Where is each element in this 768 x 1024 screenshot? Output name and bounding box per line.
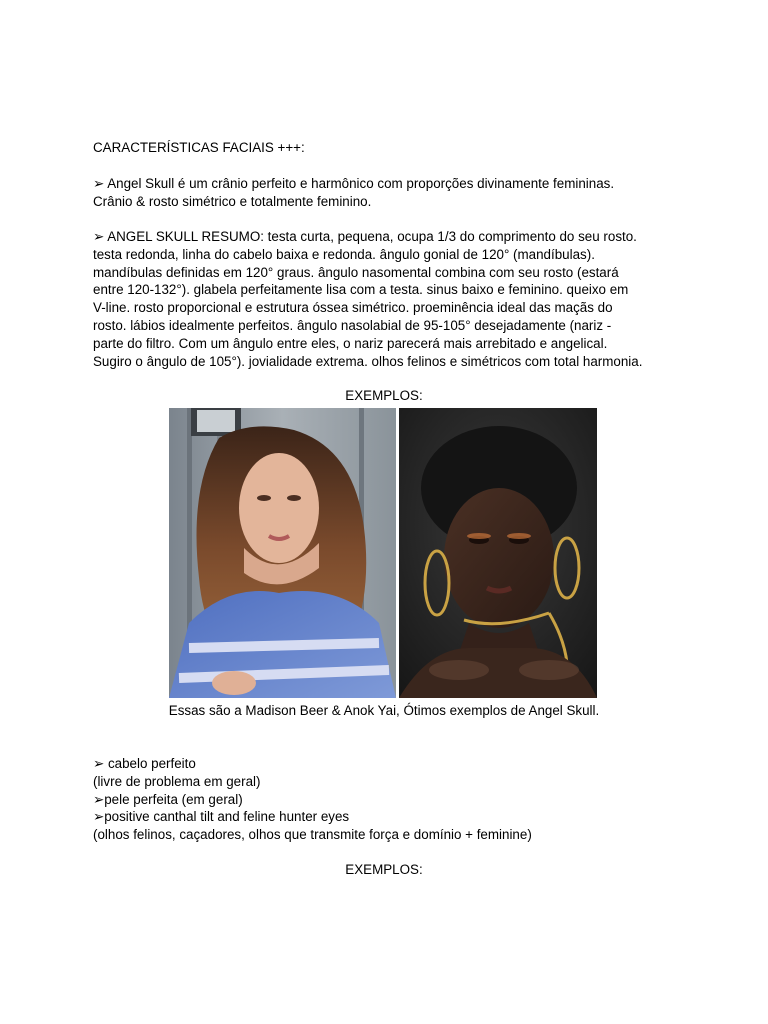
- trait-line: (livre de problema em geral): [93, 773, 261, 789]
- example-photo-madison-beer: [169, 408, 396, 698]
- summary-line: ➢ ANGEL SKULL RESUMO: testa curta, pequena, ocupa 1/3 do comprimento do seu rosto.: [93, 229, 637, 244]
- summary-line: mandíbulas definidas em 120° graus. ângulo nasomental combina com seu rosto (estará: [93, 264, 619, 280]
- trait-line: (olhos felinos, caçadores, olhos que transmite força e domínio + feminine): [93, 827, 532, 843]
- intro-line: Crânio & rosto simétrico e totalmente feminino.: [93, 193, 372, 209]
- examples-label: EXEMPLOS:: [345, 388, 423, 403]
- page-heading: [93, 139, 693, 157]
- summary-line: parte do filtro. Com um ângulo entre eles, o nariz parecerá mais arrebitado e angelical.: [93, 335, 608, 351]
- examples-label-2: EXEMPLOS:: [345, 862, 423, 877]
- summary-line: Sugiro o ângulo de 105°). jovialidade extrema. olhos felinos e simétricos com total harmonia.: [93, 353, 643, 369]
- photo-caption: Essas são a Madison Beer & Anok Yai, Ótimos exemplos de Angel Skull.: [168, 703, 600, 718]
- traits-list: [93, 755, 693, 844]
- trait-line: ➢positive canthal tilt and feline hunter eyes: [93, 809, 350, 825]
- summary-line: V-line. rosto proporcional e estrutura óssea simétrico. proeminência ideal das maçãs do: [93, 300, 613, 316]
- summary-line: rosto. lábios idealmente perfeitos. ângulo nasolabial de 95-105° desejadamente (nariz -: [93, 317, 612, 333]
- heading-text: CARACTERÍSTICAS FACIAIS +++:: [93, 140, 305, 155]
- example-photo-anok-yai: [399, 408, 597, 698]
- trait-line: ➢ cabelo perfeito: [93, 756, 196, 771]
- intro-paragraph: [93, 175, 693, 211]
- summary-line: entre 120-132°). glabela perfeitamente lisa com a testa. sinus baixo e feminino. queixo em: [93, 282, 629, 298]
- summary-line: testa redonda, linha do cabelo baixa e redonda. ângulo gonial de 120° (mandíbulas).: [93, 246, 595, 262]
- summary-paragraph: [93, 228, 693, 370]
- trait-line: ➢pele perfeita (em geral): [93, 791, 243, 807]
- intro-line: ➢ Angel Skull é um crânio perfeito e harmônico com proporções divinamente femininas.: [93, 176, 615, 191]
